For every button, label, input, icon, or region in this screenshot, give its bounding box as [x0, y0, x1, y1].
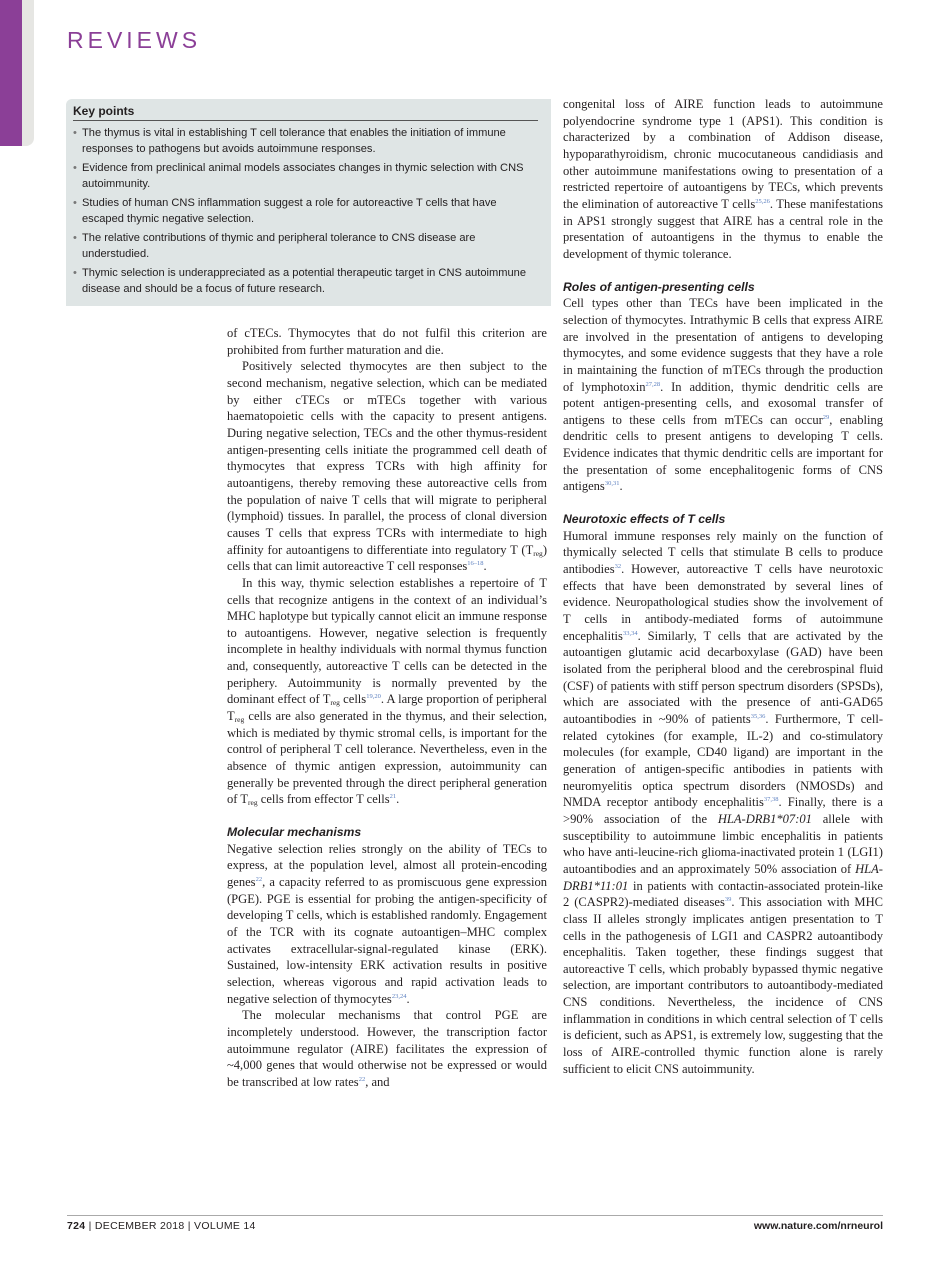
key-points-title: Key points	[73, 104, 538, 121]
key-points-list	[73, 125, 538, 297]
text-run: .	[406, 991, 410, 1006]
body-paragraph	[563, 96, 883, 263]
text-run: . Furthermore, T cell-related cytokines (for example, IL-2) and co-stimulatory molecules (for example, CD40 ligand) are important in the generation of antigen-specific antibodies in patients with neuromyelitis optica spectrum disorders (NMOSDs) and NMDA receptor antibody encephalitis	[563, 711, 883, 810]
volume: VOLUME 14	[194, 1220, 256, 1232]
text-run: cells from effector T cells	[257, 792, 390, 807]
citation-reference[interactable]: 23,24	[391, 992, 407, 1000]
subsection-heading: Neurotoxic effects of T cells	[563, 512, 726, 527]
section-label: REVIEWS	[67, 27, 202, 53]
subscript: reg	[234, 715, 245, 725]
citation-reference[interactable]: 19,20	[366, 693, 381, 701]
citation-reference[interactable]: 27,28	[645, 380, 661, 388]
key-point: • The relative contributions of thymic and peripheral tolerance to CNS disease are understudied.	[73, 230, 538, 262]
section-color-tab	[0, 0, 22, 146]
left-text-column	[227, 325, 547, 1091]
text-run: In this way, thymic selection establishes a repertoire of T cells that recognize antigens in the context of an individual’s MHC haplotype but typically cannot elicit an immune response to autoantigens. However, negative selection is frequently incomplete in healthy individuals with normal thymus function and, consequently, autoreactive T cells can be detected in the periphery. Autoimmunity is normally prevented by the dominant effect of T	[227, 575, 547, 707]
citation-reference[interactable]: 21	[389, 793, 397, 801]
footer-divider	[67, 1215, 883, 1216]
text-run: .	[396, 792, 400, 807]
key-point: • Evidence from preclinical animal models associates changes in thymic selection with CNS autoimmunity.	[73, 160, 538, 192]
text-run: , a capacity referred to as promiscuous gene expression (PGE). PGE is essential for probing the antigen-specificity of developing T cells, which is established randomly. Engagement of the TCR with its cognate autoantigen–MHC complex activates extracellular-signal-regulated kinase (ERK). Sustained, low-intensity ERK activation results in positive selection, whereas vigorous and rapid activation leads to negative selection of thymocytes	[227, 875, 547, 1006]
text-run: in patients with contactin-associated protein-like 2 (CASPR2)-mediated diseases	[563, 878, 883, 910]
text-run: ) cells that can limit autoreactive T cell responses	[227, 542, 547, 574]
subscript: reg	[330, 698, 340, 708]
text-run: Cell types other than TECs have been implicated in the selection of thymocytes. Intrathymic B cells that express AIRE are involved in the presentation of antigens to developing thymocytes, and some evidence suggests that they have a role in maintaining the function of mTECs through the production of lymphotoxin	[563, 296, 883, 394]
text-run: Humoral immune responses rely mainly on the function of thymically selected T cells that stimulate B cells to produce antibodies	[563, 528, 883, 577]
issue-date: DECEMBER 2018	[94, 1220, 185, 1232]
body-paragraph	[227, 325, 547, 358]
key-points-box	[66, 99, 551, 306]
key-point: • Studies of human CNS inflammation suggest a role for autoreactive T cells that have escaped thymic negative selection.	[73, 195, 538, 227]
text-run: . A large proportion of peripheral T	[227, 692, 547, 724]
text-run: , and	[365, 1074, 390, 1089]
subscript: reg	[248, 798, 258, 808]
footer-info: 724 | DECEMBER 2018 | VOLUME 14	[67, 1220, 256, 1232]
text-run: , enabling dendritic cells to present antigens to developing T cells. Evidence indicates that thymic dendritic cells are important for the presentation of some encephalitogenic forms of CNS antigens	[563, 412, 883, 494]
citation-reference[interactable]: 22	[255, 876, 263, 883]
citation-reference[interactable]: 35,36	[750, 712, 766, 720]
text-run: allele with susceptibility to autoimmune limbic encephalitis in patients who have anti-leucine-rich glioma-inactivated protein 1 (LGI1) autoantibodies and an approximately 50% association of	[563, 811, 883, 876]
citation-reference[interactable]: 30,31	[604, 480, 620, 488]
text-run: .	[483, 559, 487, 574]
citation-reference[interactable]: 37,38	[763, 796, 779, 804]
text-run: . However, autoreactive T cells have neurotoxic effects that have been demonstrated by several lines of evidence. Neuropathological studies show the involvement of T cells in antibody-mediated forms of autoimmune encephalitis	[563, 562, 883, 643]
text-run: . In addition, thymic dendritic cells are potent antigen-presenting cells, and exosomal transfer of antigens to these cells from mTECs can occur	[563, 379, 883, 427]
journal-url: www.nature.com/nrneurol	[753, 1220, 883, 1232]
text-run: The molecular mechanisms that control PGE are incompletely understood. However, the transcription factor autoimmune regulator (AIRE) facilitates the expression of ~4,000 genes that would otherwise not be expressed or would be transcribed at low rates	[227, 1008, 547, 1089]
body-paragraph	[563, 528, 883, 1078]
text-run: .	[619, 479, 623, 494]
text-run: of cTECs. Thymocytes that do not fulfil this criterion are prohibited from further maturation and die.	[227, 326, 547, 357]
gene-name: HLA-DRB1*11:01	[563, 861, 883, 893]
body-paragraph	[227, 358, 547, 575]
text-run: Negative selection relies strongly on the ability of TECs to express, at the population level, almost all protein-encoding genes	[227, 841, 547, 889]
text-run: . Finally, there is a >90% association of the	[563, 795, 883, 826]
gene-name: HLA-DRB1*07:01	[717, 811, 812, 826]
citation-reference[interactable]: 39	[724, 896, 732, 904]
citation-reference[interactable]: 22	[358, 1075, 366, 1083]
body-paragraph	[227, 575, 547, 808]
citation-reference[interactable]: 25,26	[755, 197, 770, 205]
citation-reference[interactable]: 32	[614, 563, 622, 571]
page-number: 724	[67, 1220, 86, 1232]
subsection-heading: Roles of antigen-presenting cells	[563, 279, 755, 294]
text-run: . This association with MHC class II alleles strongly implicates antigen presentation to T cells in the pathogenesis of LGI1 and CASPR2 autoantibody encephalitis. Taken together, these findings suggest that autoreactive T cells, which probably bypassed thymic negative selection, are important contributors to autoantibody-mediated CNS conditions. Nevertheless, the incidence of CNS inflammation in conditions in which central selection of T cells is deficient, such as APS1, is extremely low, suggesting that the loss of AIRE-controlled thymic function alone is rarely sufficient to elicit CNS autoimmunity.	[563, 895, 883, 1076]
text-run: cells	[339, 692, 367, 707]
text-run: Positively selected thymocytes are then subject to the second mechanism, negative selection, which can be mediated by either cTECs or mTECs together with various haematopoietic cells with the capacity to present antigens. During negative selection, TECs and the other thymus-resident antigen-presenting cells initiate the programmed cell death of thymocytes that express TCRs with high affinity for autoantigens, thereby removing these autoreactive cells from the population of naive T cells that will migrate to peripheral (lymphoid) tissues. In parallel, the process of clonal diversion causes T cells that express TCRs with intermediate to high affinity for autoantigens to differentiate into regulatory T (T	[227, 359, 547, 557]
citation-reference[interactable]: 16–18	[467, 560, 484, 568]
subscript: reg	[533, 548, 543, 558]
text-run: congenital loss of AIRE function leads to autoimmune polyendocrine syndrome type 1 (APS1). This condition is characterized by a combination of Addison disease, hypoparathyroidism, chronic mucocutaneous candidiasis and other autoimmune manifestations owing to presentation of a restricted repertoire of autoantigens by TECs, which prevents the elimination of autoreactive T cells	[563, 97, 883, 211]
key-point: • The thymus is vital in establishing T cell tolerance that enables the initiation of immune responses to pathogens but avoids autoimmune responses.	[73, 125, 538, 157]
text-run: . Similarly, T cells that are activated by the autoantigen glutamic acid decarboxylase (GAD) have been isolated from the peripheral blood and the cerebrospinal fluid (CSF) of patients with stiff person spectrum disorders (SPSDs), which are associated with the presence of anti-GAD65 autoantibodies in ~90% of patients	[563, 628, 883, 726]
key-point: • Thymic selection is underappreciated as a potential therapeutic target in CNS autoimmune disease and should be a focus of future research.	[73, 265, 538, 297]
body-paragraph	[227, 841, 547, 1008]
subsection-heading: Molecular mechanisms	[227, 825, 362, 840]
body-paragraph	[563, 295, 883, 495]
text-run: . These manifestations in APS1 strongly suggest that AIRE has a central role in the presentation of autoantigens in the thymus to enable the development of thymic tolerance.	[563, 196, 883, 261]
text-run: cells are also generated in the thymus, and their selection, which is mediated by thymic stromal cells, is important for the control of peripheral T cell tolerance. Nevertheless, even in the absence of thymic antigen expression, autoimmunity can generally be prevented through the direct peripheral generation of T	[227, 709, 547, 807]
right-text-column	[563, 96, 883, 1077]
citation-reference[interactable]: 33,34	[622, 629, 638, 637]
citation-reference[interactable]: 29	[822, 413, 830, 421]
body-paragraph	[227, 1007, 547, 1090]
